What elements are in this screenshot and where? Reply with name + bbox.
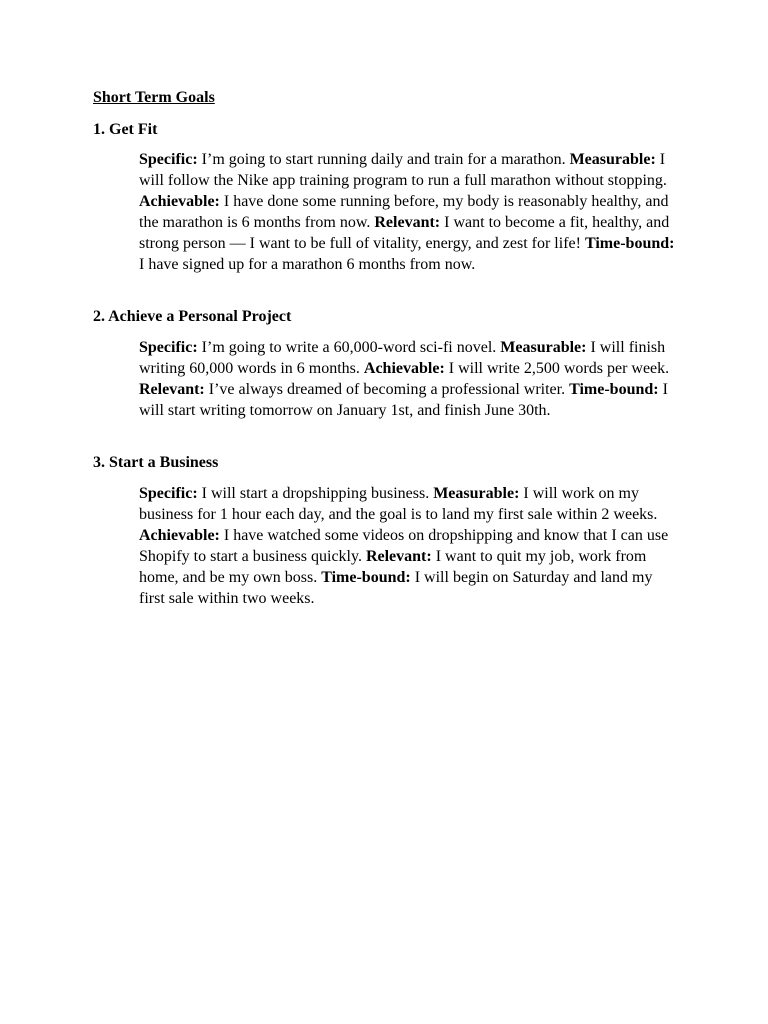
measurable-text: I will finish writing 60,000 words in 6 months.	[139, 339, 666, 377]
measurable-label: Measurable:	[569, 151, 656, 168]
goal-title: 1. Get Fit	[93, 121, 158, 138]
timebound-label: Time-bound:	[584, 235, 675, 252]
achievable-text: I have watched some videos on dropshipping and know that I can use Shopify to start a business quickly.	[139, 527, 669, 565]
relevant-text: I want to quit my job, work from home, and be my own boss.	[139, 548, 647, 586]
timebound-text: I have signed up for a marathon 6 months from now.	[139, 256, 476, 273]
goal-paragraph	[139, 483, 679, 609]
goal-title: 3. Start a Business	[93, 454, 219, 471]
measurable-label: Measurable:	[433, 485, 520, 502]
goal-title: 2. Achieve a Personal Project	[93, 308, 292, 325]
achievable-label: Achievable:	[139, 193, 220, 210]
specific-label: Specific:	[139, 151, 198, 168]
measurable-label: Measurable:	[500, 339, 587, 356]
achievable-label: Achievable:	[139, 527, 220, 544]
achievable-label: Achievable:	[363, 360, 445, 377]
goal-paragraph	[139, 149, 679, 275]
relevant-label: Relevant:	[139, 381, 205, 398]
specific-label: Specific:	[139, 485, 198, 502]
relevant-text: I want to become a fit, healthy, and strong person — I want to be full of vitality, energy, and zest for life!	[139, 214, 670, 252]
document-heading: Short Term Goals	[93, 89, 215, 106]
specific-text: I will start a dropshipping business.	[197, 485, 434, 502]
timebound-label: Time-bound:	[569, 381, 659, 398]
achievable-text: I will write 2,500 words per week.	[444, 360, 670, 377]
specific-text: I’m going to start running daily and train for a marathon.	[197, 151, 570, 168]
specific-label: Specific:	[139, 339, 198, 356]
goal-paragraph	[139, 337, 679, 421]
measurable-text: I will work on my business for 1 hour each day, and the goal is to land my first sale within 2 weeks.	[139, 485, 658, 523]
relevant-label: Relevant:	[374, 214, 441, 231]
timebound-text: I will start writing tomorrow on January 1st, and finish June 30th.	[139, 381, 668, 419]
achievable-text: I have done some running before, my body is reasonably healthy, and the marathon is 6 months from now.	[139, 193, 669, 231]
timebound-label: Time-bound:	[321, 569, 411, 586]
specific-text: I’m going to write a 60,000-word sci-fi novel.	[197, 339, 501, 356]
relevant-label: Relevant:	[365, 548, 432, 565]
relevant-text: I’ve always dreamed of becoming a professional writer.	[204, 381, 570, 398]
timebound-text: I will begin on Saturday and land my first sale within two weeks.	[139, 569, 653, 607]
measurable-text: I will follow the Nike app training program to run a full marathon without stopping.	[139, 151, 667, 189]
